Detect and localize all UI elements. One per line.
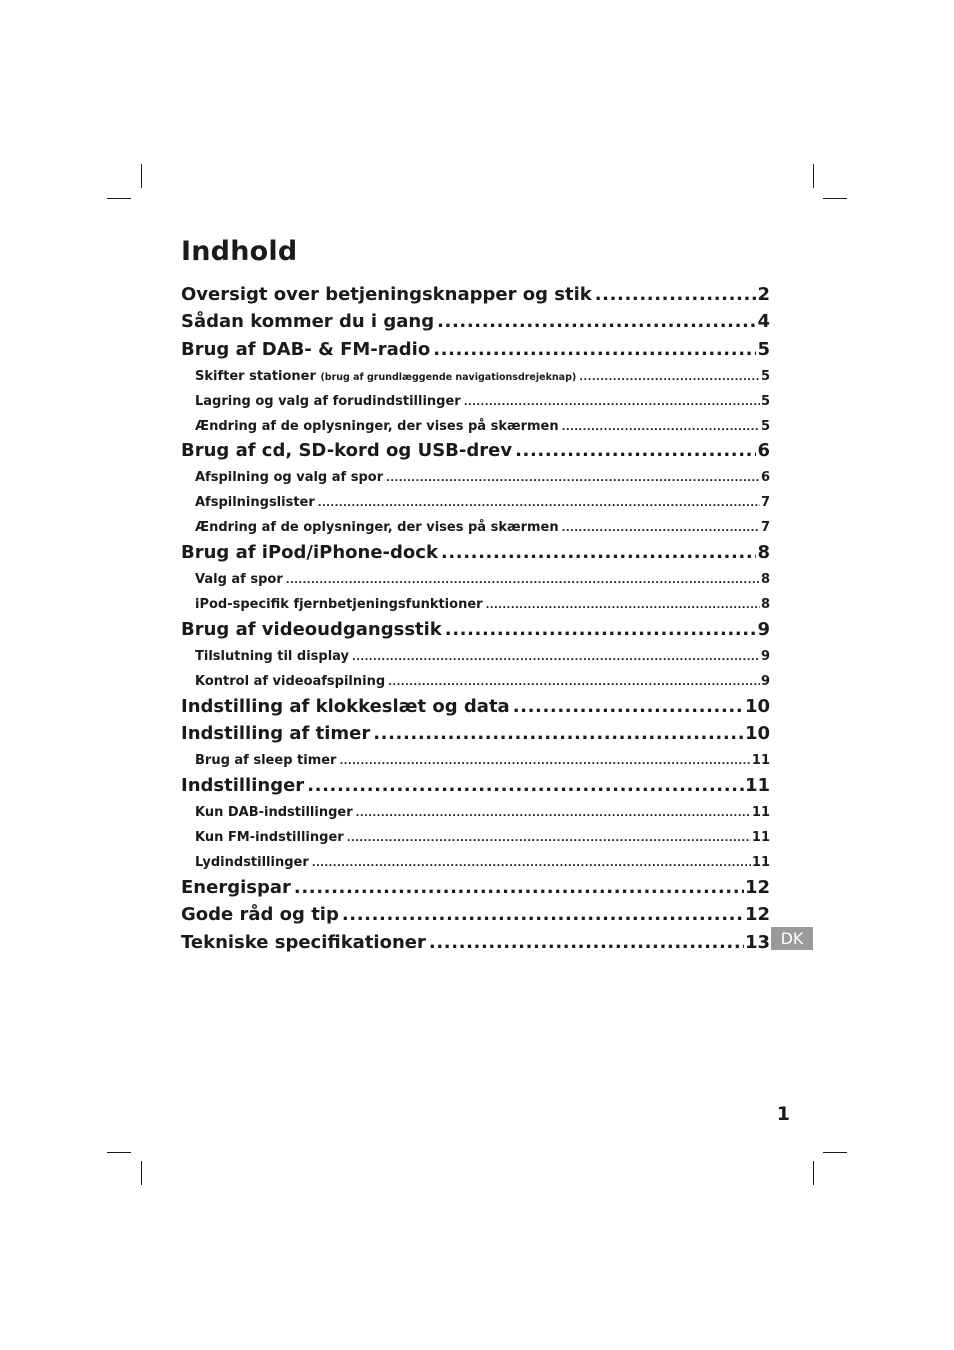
toc-page-number: 4 [757,311,770,332]
toc-entry-title [181,875,291,901]
toc-page-number: 10 [744,696,770,717]
toc-entry-title [195,853,309,873]
dot-leader [579,368,760,388]
toc-subentry [181,853,770,873]
toc-entry-title [195,751,336,771]
dot-leader [515,438,756,464]
toc-subentry [181,828,770,848]
toc-entry [181,438,770,464]
toc-subentry [181,647,770,667]
toc-entry-text: Kontrol af videoafspilning [195,674,386,689]
toc-page-number: 8 [760,572,770,587]
toc-page-number: 11 [744,775,770,796]
toc-entry-title [195,417,559,437]
toc-entry-text: Lydindstillinger [195,855,309,870]
toc-entry-title [181,540,438,566]
toc-entry-title [181,337,430,363]
toc-entry-text: Brug af videoudgangsstik [181,619,442,640]
toc-entry [181,902,770,928]
toc-entry-title [195,367,576,388]
toc-subentry [181,367,770,387]
dot-leader [441,540,757,566]
toc-page-number: 9 [760,649,770,664]
crop-mark [823,198,847,199]
toc-entry-title [195,828,344,848]
toc-page-number: 11 [751,805,770,820]
toc-entry-title [181,438,512,464]
toc-entry-note: (brug af grundlæggende navigationsdrejeknap) [320,372,577,383]
toc-entry-title [181,773,304,799]
toc-entry-text: iPod-specifik fjernbetjeningsfunktioner [195,597,483,612]
toc-page-number: 11 [751,753,770,768]
toc-entry-title [181,309,434,335]
page-title: Indhold [181,236,298,267]
toc-entry-title [195,672,385,692]
dot-leader [437,309,756,335]
toc-entry-text: Oversigt over betjeningsknapper og stik [181,284,592,305]
toc-entry-text: Gode råd og tip [181,904,339,925]
dot-leader [464,393,760,413]
toc-entry-text: Brug af sleep timer [195,753,337,768]
dot-leader [352,648,760,668]
toc-subentry [181,803,770,823]
language-tab: DK [771,927,813,950]
dot-leader [388,673,760,693]
toc-entry-text: Lagring og valg af forudindstillinger [195,394,461,409]
toc-entry-text: Afspilning og valg af spor [195,470,384,485]
dot-leader [286,571,760,591]
toc-entry-text: Indstilling af klokkeslæt og data [181,696,510,717]
toc-subentry [181,417,770,437]
dot-leader [429,930,744,956]
toc-entry-title [195,518,559,538]
dot-leader [562,519,760,539]
toc-entry-text: Valg af spor [195,572,283,587]
toc-entry-text: Brug af iPod/iPhone-dock [181,542,438,563]
toc-page-number: 8 [757,542,770,563]
toc-entry-title [195,493,315,513]
toc-entry-text: Ændring af de oplysninger, der vises på skærmen [195,419,559,434]
dot-leader [373,721,744,747]
toc-page-number: 7 [760,520,770,535]
dot-leader [445,617,757,643]
toc-entry [181,875,770,901]
toc-entry-title [195,570,283,590]
crop-mark [107,1152,131,1153]
crop-mark [141,1161,142,1185]
toc-page-number: 6 [760,470,770,485]
crop-mark [813,164,814,188]
toc-entry-title [195,468,383,488]
dot-leader [513,694,744,720]
toc-page-number: 13 [744,932,770,953]
toc-entry [181,309,770,335]
crop-mark [823,1152,847,1153]
toc-entry-title [181,930,426,956]
toc-entry-text: Afspilningslister [195,495,315,510]
dot-leader [307,773,744,799]
toc-entry-title [181,282,592,308]
toc-entry-title [195,392,461,412]
toc-entry-text: Kun DAB-indstillinger [195,805,353,820]
toc-subentry [181,392,770,412]
toc-page-number: 12 [744,877,770,898]
toc-page-number: 9 [757,619,770,640]
dot-leader [347,829,751,849]
toc-entry-text: Brug af DAB- & FM-radio [181,339,431,360]
dot-leader [356,804,751,824]
toc-page-number: 7 [760,495,770,510]
toc-entry-title [181,721,370,747]
toc-subentry [181,570,770,590]
toc-entry [181,617,770,643]
toc-subentry [181,468,770,488]
toc-entry [181,694,770,720]
toc-entry-text: Energispar [181,877,291,898]
dot-leader [386,469,760,489]
crop-mark [141,164,142,188]
toc-page-number: 12 [744,904,770,925]
toc-subentry [181,595,770,615]
toc-entry-text: Skifter stationer [195,369,316,384]
toc-subentry [181,518,770,538]
toc-entry-title [195,803,353,823]
dot-leader [318,494,760,514]
dot-leader [595,282,757,308]
toc-entry [181,930,770,956]
toc-page-number: 11 [751,830,770,845]
toc-entry-text: Indstillinger [181,775,305,796]
dot-leader [312,854,751,874]
toc-page-number: 11 [751,855,770,870]
toc-subentry [181,672,770,692]
toc-subentry [181,751,770,771]
toc-page-number: 5 [757,339,770,360]
toc-entry-text: Sådan kommer du i gang [181,311,435,332]
toc-page-number: 2 [757,284,770,305]
toc-page-number: 10 [744,723,770,744]
toc-entry-title [181,902,339,928]
toc-entry-text: Ændring af de oplysninger, der vises på skærmen [195,520,559,535]
dot-leader [294,875,744,901]
toc-page-number: 9 [760,674,770,689]
toc-entry [181,540,770,566]
toc-page-number: 5 [760,419,770,434]
toc-page-number: 5 [760,369,770,384]
toc-entry-text: Tilslutning til display [195,649,350,664]
dot-leader [562,418,760,438]
dot-leader [339,752,750,772]
toc-page-number: 8 [760,597,770,612]
toc-entry-text: Tekniske specifikationer [181,932,426,953]
toc-entry-title [195,595,483,615]
toc-entry-title [181,617,442,643]
toc-entry [181,337,770,363]
toc-entry [181,721,770,747]
toc-subentry [181,493,770,513]
page-number: 1 [776,1103,790,1125]
toc-entry-text: Indstilling af timer [181,723,371,744]
toc-entry [181,282,770,308]
toc-entry-title [195,647,349,667]
toc-entry [181,773,770,799]
toc-page-number: 6 [757,440,770,461]
dot-leader [342,902,744,928]
dot-leader [486,596,760,616]
toc-entry-title [181,694,510,720]
crop-mark [813,1161,814,1185]
crop-mark [107,198,131,199]
toc-entry-text: Kun FM-indstillinger [195,830,344,845]
dot-leader [433,337,756,363]
toc-entry-text: Brug af cd, SD-kord og USB-drev [181,440,513,461]
toc-page-number: 5 [760,394,770,409]
